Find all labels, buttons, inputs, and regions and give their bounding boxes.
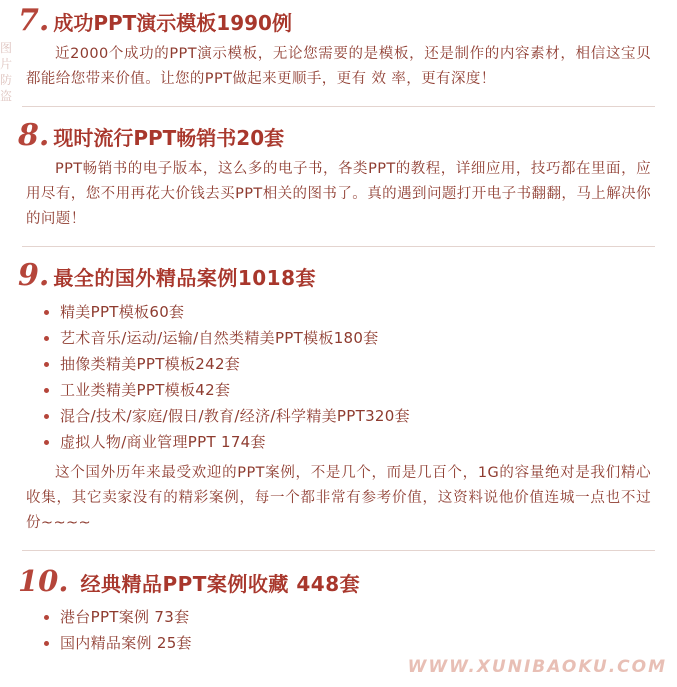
bullet-dot-icon (44, 615, 49, 620)
section-8 (18, 119, 659, 232)
section-heading (18, 258, 659, 293)
list-item-label: 混合/技术/家庭/假日/教育/经济/科学精美PPT320套 (60, 407, 410, 425)
section-divider (22, 106, 655, 107)
bullet-dot-icon (44, 362, 49, 367)
list-item-label: 精美PPT模板60套 (60, 303, 185, 321)
bullet-dot-icon (44, 414, 49, 419)
section-bullet-list (18, 299, 659, 455)
list-item-label: 抽像类精美PPT模板242套 (60, 355, 241, 373)
list-item (60, 377, 659, 403)
section-body: PPT畅销书的电子版本，这么多的电子书，各类PPT的教程，详细应用，技巧都在里面，应用尽有，您不用再花大价钱去买PPT相关的图书了。真的遇到问题打开电子书翻翻，马上解决你的问题！ (26, 161, 651, 227)
list-item-label: 艺术音乐/运动/运输/自然类精美PPT模板180套 (60, 329, 379, 347)
list-item (60, 604, 659, 630)
section-title: 成功PPT演示模板1990例 (53, 11, 292, 35)
bullet-dot-icon (44, 310, 49, 315)
list-item (60, 325, 659, 351)
section-number: 10. (18, 564, 69, 598)
section-heading (18, 118, 659, 153)
watermark-site-url: WWW.XUNIBAOKU.COM (407, 657, 667, 677)
section-title: 经典精品PPT案例收藏 448套 (80, 572, 361, 596)
bullet-dot-icon (44, 440, 49, 445)
list-item-label: 国内精品案例 25套 (60, 634, 192, 652)
section-body: 近2000个成功的PPT演示模板，无论您需要的是模板，还是制作的内容素材，相信这宝贝都能给您带来价值。让您的PPT做起来更顺手，更有 效 率，更有深度！ (26, 46, 651, 87)
list-item (60, 351, 659, 377)
watermark-left: 图片防盗 (0, 41, 14, 103)
section-7 (18, 0, 659, 92)
section-heading (18, 564, 659, 598)
list-item-label: 工业类精美PPT模板42套 (60, 381, 231, 399)
bullet-dot-icon (44, 641, 49, 646)
list-item-label: 虚拟人物/商业管理PPT 174套 (60, 433, 266, 451)
section-number: 9. (18, 258, 50, 293)
section-number: 8. (18, 118, 50, 153)
section-title: 现时流行PPT畅销书20套 (53, 126, 285, 150)
list-item (60, 299, 659, 325)
list-item (60, 403, 659, 429)
bullet-dot-icon (44, 336, 49, 341)
section-title: 最全的国外精品案例1018套 (53, 266, 316, 290)
section-divider (22, 246, 655, 247)
bullet-dot-icon (44, 388, 49, 393)
list-item-label: 港台PPT案例 73套 (60, 608, 190, 626)
section-divider (22, 550, 655, 551)
list-item (60, 630, 659, 656)
section-bullet-list (18, 604, 659, 656)
list-item (60, 429, 659, 455)
section-heading (18, 3, 659, 38)
section-body: 这个国外历年来最受欢迎的PPT案例，不是几个，而是几百个，1G的容量绝对是我们精心收集，其它卖家没有的精彩案例，每一个都非常有参考价值，这资料说他价值连城一点也不过份~~~~ (26, 465, 651, 531)
section-number: 7. (18, 3, 50, 38)
section-9 (18, 259, 659, 536)
section-10 (18, 563, 659, 656)
